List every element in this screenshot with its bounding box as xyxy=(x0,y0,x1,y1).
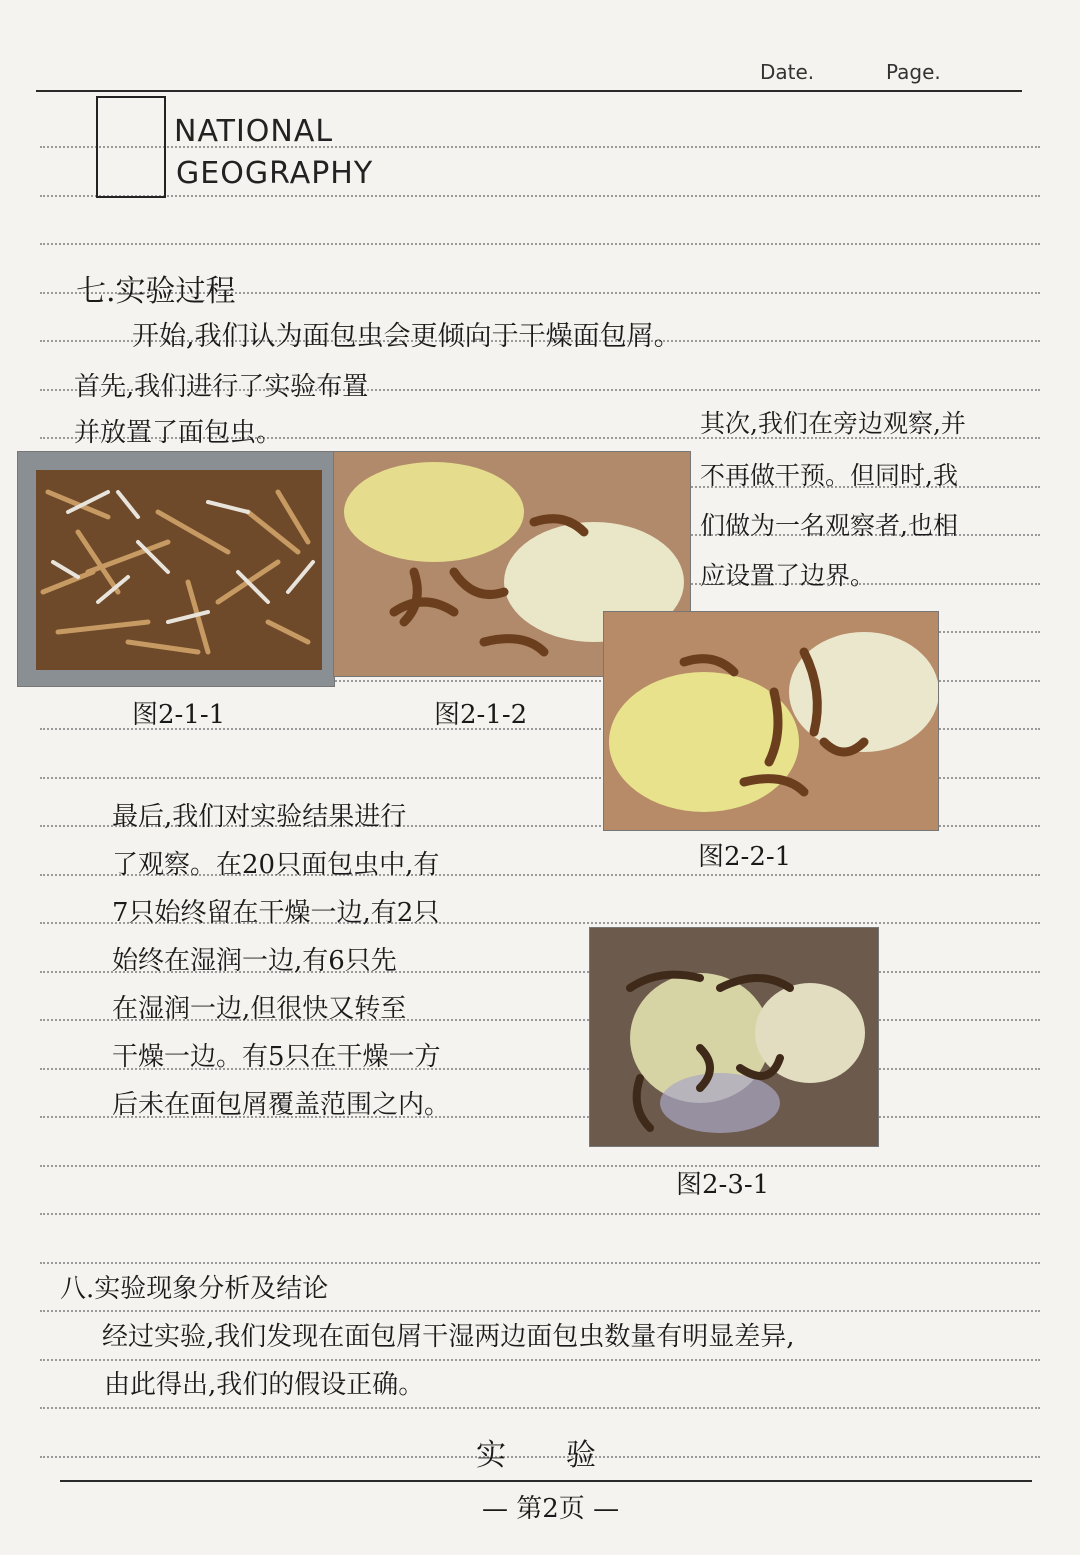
result-line: 始终在湿润一边,有6只先 xyxy=(112,946,397,976)
ruled-line xyxy=(40,1359,1040,1361)
footer-stamp: 实 验 xyxy=(476,1438,596,1473)
ruled-line xyxy=(40,1407,1040,1409)
result-line: 7只始终留在干燥一边,有2只 xyxy=(112,898,440,928)
caption-fig-2-1-2: 图2-1-2 xyxy=(434,700,528,730)
logo-box xyxy=(96,96,166,198)
conclusion-title: 八.实验现象分析及结论 xyxy=(60,1274,329,1304)
photo-mealworm-container-image xyxy=(18,452,334,686)
paragraph-setup-1: 首先,我们进行了实验布置 xyxy=(74,372,369,402)
photo-mealworm-container xyxy=(18,452,334,686)
logo-line2: GEOGRAPHY xyxy=(176,156,374,191)
result-line: 干燥一边。有5只在干燥一方 xyxy=(112,1042,441,1072)
date-label: Date. xyxy=(760,60,815,84)
observe-line-4: 应设置了边界。 xyxy=(700,561,876,590)
conclusion-line-2: 由此得出,我们的假设正确。 xyxy=(104,1370,425,1400)
logo-line1: NATIONAL xyxy=(174,114,334,149)
caption-fig-2-3-1: 图2-3-1 xyxy=(676,1170,770,1200)
footer-rule xyxy=(60,1480,1032,1482)
caption-fig-2-2-1: 图2-2-1 xyxy=(698,842,792,872)
ruled-line xyxy=(40,1262,1040,1264)
caption-fig-2-1-1: 图2-1-1 xyxy=(132,700,226,730)
conclusion-line-1: 经过实验,我们发现在面包屑干湿两边面包虫数量有明显差异, xyxy=(102,1322,795,1352)
ruled-line xyxy=(40,1310,1040,1312)
ruled-line xyxy=(40,243,1040,245)
photo-crumbs-dark-image xyxy=(590,928,878,1146)
paragraph-hypothesis: 开始,我们认为面包虫会更倾向于干燥面包屑。 xyxy=(132,321,681,352)
observe-line-3: 们做为一名观察者,也相 xyxy=(700,511,958,540)
ruled-line xyxy=(40,195,1040,197)
page-number: — 第2页 — xyxy=(482,1494,620,1524)
photo-crumbs-dark xyxy=(590,928,878,1146)
result-line: 后未在面包屑覆盖范围之内。 xyxy=(112,1090,451,1120)
ruled-line xyxy=(40,1165,1040,1167)
result-line: 了观察。在20只面包虫中,有 xyxy=(112,850,440,880)
section-title: 七.实验过程 xyxy=(76,274,236,309)
ruled-line xyxy=(40,1213,1040,1215)
observe-line-1: 其次,我们在旁边观察,并 xyxy=(700,409,966,438)
paragraph-setup-2: 并放置了面包虫。 xyxy=(74,418,283,448)
header-rule xyxy=(36,90,1022,92)
observe-line-2: 不再做干预。但同时,我 xyxy=(700,461,958,490)
result-line: 最后,我们对实验结果进行 xyxy=(112,802,407,832)
page-label: Page. xyxy=(886,60,941,84)
result-line: 在湿润一边,但很快又转至 xyxy=(112,994,407,1024)
photo-crumbs-wood-2-image xyxy=(604,612,938,830)
photo-crumbs-wood-2 xyxy=(604,612,938,830)
